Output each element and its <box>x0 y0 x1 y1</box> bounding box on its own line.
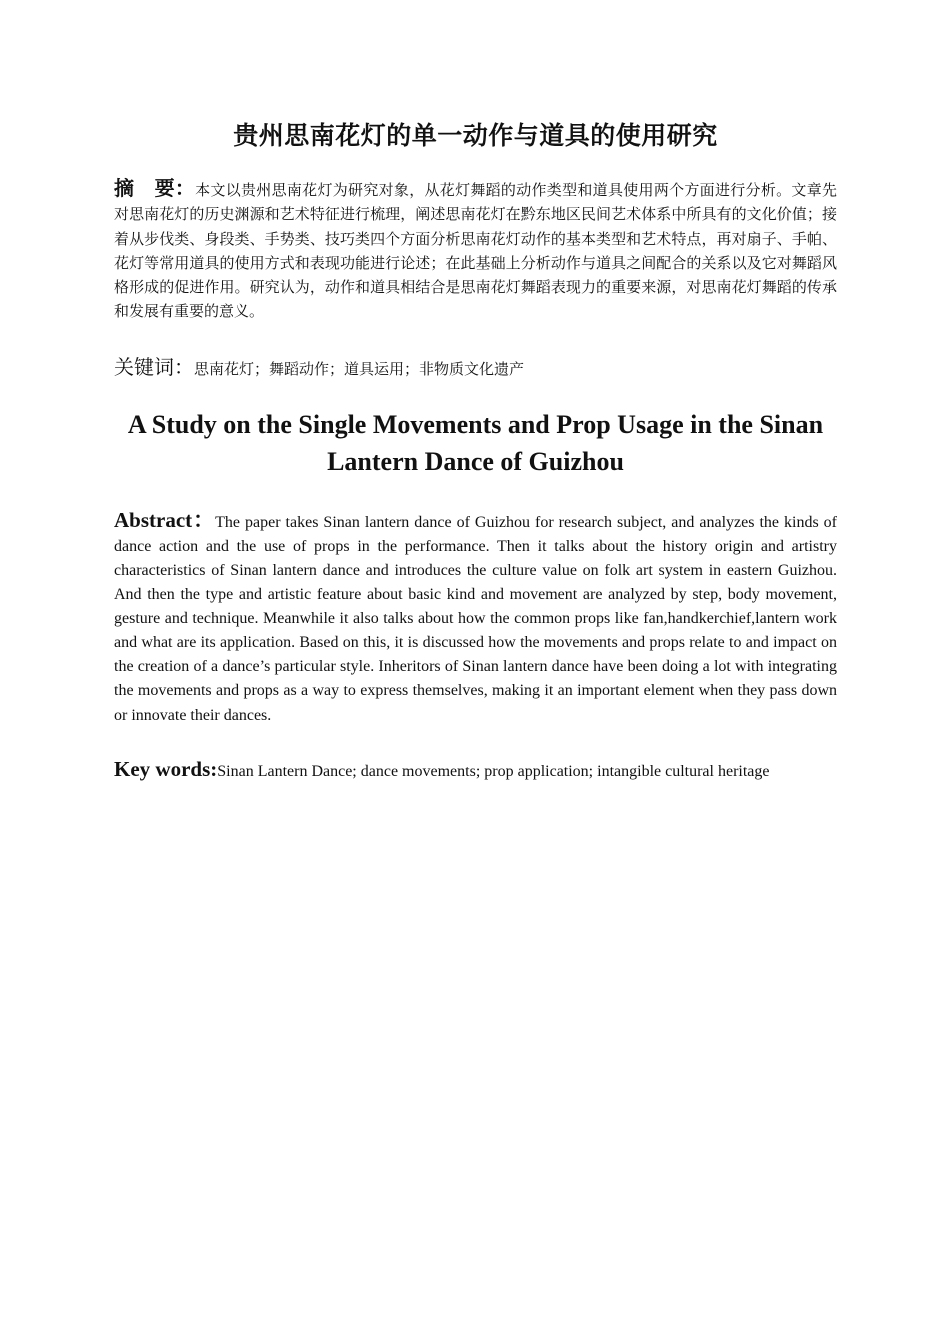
chinese-title: 贵州思南花灯的单一动作与道具的使用研究 <box>233 121 718 150</box>
chinese-keywords <box>114 352 837 384</box>
english-abstract <box>114 508 837 728</box>
english-title: A Study on the Single Movements and Prop Usage in the Sinan Lantern Dance of Guizhou <box>127 409 824 476</box>
page-content <box>114 118 837 787</box>
english-abstract-label: Abstract： <box>114 507 216 532</box>
chinese-abstract <box>114 176 837 324</box>
english-keywords <box>114 754 837 787</box>
chinese-abstract-label: 摘 要： <box>114 176 196 200</box>
english-keywords-label: Key words: <box>114 756 218 781</box>
chinese-keywords-text: 思南花灯；舞蹈动作；道具运用；非物质文化遗产 <box>194 359 525 378</box>
english-abstract-text: The paper takes Sinan lantern dance of Guizhou for research subject, and analyzes the kinds of dance action and the use of props in the performance. Then it talks about the history origin and artistry characteristics of Sinan lantern dance and introduces the culture value on folk art system in eastern Guizhou. And then the type and artistic feature about basic kind and movement are analyzed by step, body movement, gesture and technique. Meanwhile it also talks about how the common props like fan,handkerchief,lantern work and what are its application. Based on this, it is discussed how the movements and props relate to and impact on the creation of a dance’s particular style. Inheritors of Sinan lantern dance have been doing a lot with integrating the movements and props as a way to express themselves, making it an important element when they pass down or innovate their dances. <box>114 513 838 724</box>
chinese-keywords-label: 关键词： <box>114 354 194 379</box>
english-keywords-text: Sinan Lantern Dance; dance movements; prop application; intangible cultural heritage <box>217 762 770 780</box>
chinese-abstract-text: 本文以贵州思南花灯为研究对象，从花灯舞蹈的动作类型和道具使用两个方面进行分析。文章先对思南花灯的历史渊源和艺术特征进行梳理，阐述思南花灯在黔东地区民间艺术体系中所具有的文化价值；接着从步伐类、身段类、手势类、技巧类四个方面分析思南花灯动作的基本类型和艺术特点，再对扇子、手帕、花灯等常用道具的使用方式和表现功能进行论述；在此基础上分析动作与道具之间配合的关系以及它对舞蹈风格形成的促进作用。研究认为，动作和道具相结合是思南花灯舞蹈表现力的重要来源，对思南花灯舞蹈的传承和发展有重要的意义。 <box>114 181 837 321</box>
